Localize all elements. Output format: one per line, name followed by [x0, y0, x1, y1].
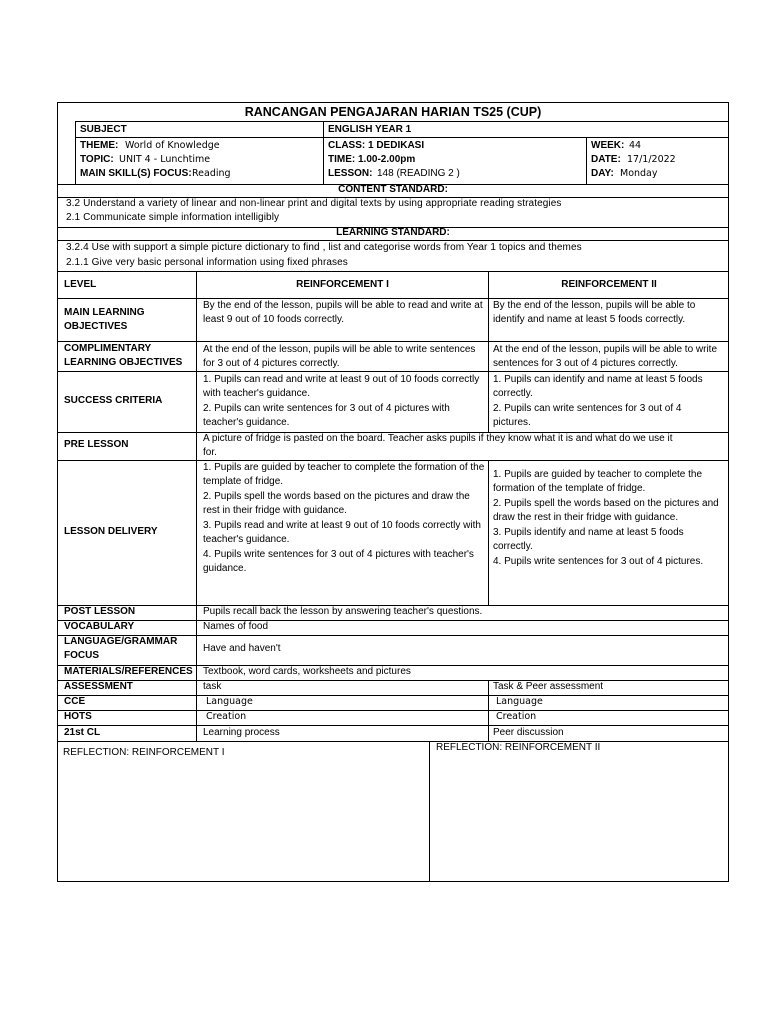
complimentary-objectives-label: COMPLIMENTARY LEARNING OBJECTIVES [64, 343, 183, 368]
delivery-r1-step-1: 1. Pupils are guided by teacher to complete the formation of the template of fridge. [203, 462, 485, 487]
week-value: 44 [629, 140, 642, 151]
page-title: RANCANGAN PENGAJARAN HARIAN TS25 (CUP) [244, 105, 542, 119]
main-objectives-r2: By the end of the lesson, pupils will be able to identify and name at least 5 foods correctly. [493, 300, 696, 325]
class-label: CLASS: 1 DEDIKASI [328, 140, 425, 151]
date-value: 17/1/2022 [627, 154, 676, 165]
content-standard-line-1: 3.2 Understand a variety of linear and non-linear print and digital texts by using appropriate reading strategies [66, 198, 562, 209]
assessment-r1: task [203, 681, 222, 692]
delivery-r1-step-4: 4. Pupils write sentences for 3 out of 4 pictures with teacher's guidance. [203, 549, 474, 574]
topic-label: TOPIC: [80, 154, 114, 165]
week-label: WEEK: [591, 140, 625, 151]
reflection-r2-area[interactable] [431, 756, 728, 880]
day-label: DAY: [591, 168, 614, 179]
time-label: TIME: 1.00-2.00pm [328, 154, 416, 165]
delivery-r2-step-1: 1. Pupils are guided by teacher to complete the formation of the template of fridge. [493, 469, 703, 494]
main-objectives-r1: By the end of the lesson, pupils will be able to read and write at least 9 out of 10 foods correctly. [203, 300, 483, 325]
delivery-r2-step-2: 2. Pupils spell the words based on the pictures and draw the rest in their fridge with guidance. [493, 498, 719, 523]
reflection-r2-label: REFLECTION: REINFORCEMENT II [436, 742, 601, 753]
materials-text: Textbook, word cards, worksheets and pictures [203, 666, 411, 677]
skill-value: Reading [192, 168, 231, 179]
content-standard-line-2: 2.1 Communicate simple information intelligibly [66, 212, 280, 223]
pre-lesson-label: PRE LESSON [64, 439, 129, 450]
21st-cl-r1: Learning process [203, 727, 280, 738]
topic-value: UNIT 4 - Lunchtime [119, 154, 211, 165]
pre-lesson-text: A picture of fridge is pasted on the board. Teacher asks pupils if they know what it is and what do we use it for. [203, 433, 673, 458]
theme-value: World of Knowledge [125, 140, 220, 151]
success-criteria-r1-item-1: 1. Pupils can read and write at least 9 out of 10 foods correctly with teacher's guidance. [203, 374, 480, 399]
col-reinforcement-1: REINFORCEMENT I [296, 279, 389, 290]
delivery-r2-step-3: 3. Pupils identify and name at least 5 foods correctly. [493, 527, 684, 552]
delivery-r1-step-2: 2. Pupils spell the words based on the pictures and draw the rest in their fridge with guidance. [203, 491, 470, 516]
success-criteria-label: SUCCESS CRITERIA [64, 395, 163, 406]
cce-r1: Language [206, 696, 253, 707]
col-level: LEVEL [64, 279, 97, 290]
success-criteria-r2-item-2: 2. Pupils can write sentences for 3 out of 4 pictures. [493, 403, 682, 428]
cce-r2: Language [496, 696, 543, 707]
col-reinforcement-2: REINFORCEMENT II [561, 279, 657, 290]
main-objectives-label: MAIN LEARNING OBJECTIVES [64, 307, 145, 332]
date-label: DATE: [591, 154, 621, 165]
21st-cl-r2: Peer discussion [493, 727, 564, 738]
theme-label: THEME: [80, 140, 119, 151]
materials-label: MATERIALS/REFERENCES [64, 666, 193, 677]
vocabulary-text: Names of food [203, 621, 269, 632]
skill-label: MAIN SKILL(S) FOCUS: [80, 168, 192, 179]
subject-label: SUBJECT [80, 124, 127, 135]
lesson-delivery-label: LESSON DELIVERY [64, 526, 158, 537]
cce-label: CCE [64, 696, 86, 707]
success-criteria-r2-item-1: 1. Pupils can identify and name at least 5 foods correctly. [493, 374, 703, 399]
reflection-r1-label: REFLECTION: REINFORCEMENT I [63, 747, 225, 758]
grammar-focus-label: LANGUAGE/GRAMMAR FOCUS [64, 636, 178, 661]
complimentary-objectives-r2: At the end of the lesson, pupils will be able to write sentences for 3 out of 4 pictures correctly. [493, 344, 718, 369]
day-value: Monday [620, 168, 658, 179]
reflection-r1-area[interactable] [58, 760, 428, 880]
learning-standard-line-2: 2.1.1 Give very basic personal information using fixed phrases [66, 257, 348, 268]
complimentary-objectives-r1: At the end of the lesson, pupils will be able to write sentences for 3 out of 4 pictures correctly. [203, 344, 476, 369]
assessment-label: ASSESSMENT [64, 681, 133, 692]
lesson-value: 148 (READING 2 ) [377, 168, 460, 179]
grammar-focus-text: Have and haven't [203, 643, 281, 654]
delivery-r1-step-3: 3. Pupils read and write at least 9 out of 10 foods correctly with teacher's guidance. [203, 520, 481, 545]
21st-cl-label: 21st CL [64, 727, 101, 738]
post-lesson-label: POST LESSON [64, 606, 136, 617]
success-criteria-r1-item-2: 2. Pupils can write sentences for 3 out of 4 pictures with teacher's guidance. [203, 403, 450, 428]
learning-standard-heading: LEARNING STANDARD: [336, 227, 450, 238]
assessment-r2: Task & Peer assessment [493, 681, 604, 692]
learning-standard-line-1: 3.2.4 Use with support a simple picture dictionary to find , list and categorise words from Year 1 topics and themes [66, 242, 582, 253]
content-standard-heading: CONTENT STANDARD: [338, 184, 448, 195]
hots-r2: Creation [496, 711, 537, 722]
hots-r1: Creation [206, 711, 247, 722]
delivery-r2-step-4: 4. Pupils write sentences for 3 out of 4 pictures. [493, 556, 704, 567]
subject-value: ENGLISH YEAR 1 [328, 124, 412, 135]
post-lesson-text: Pupils recall back the lesson by answering teacher's questions. [203, 606, 483, 617]
vocabulary-label: VOCABULARY [64, 621, 135, 632]
hots-label: HOTS [64, 711, 92, 722]
lesson-label: LESSON: [328, 168, 373, 179]
